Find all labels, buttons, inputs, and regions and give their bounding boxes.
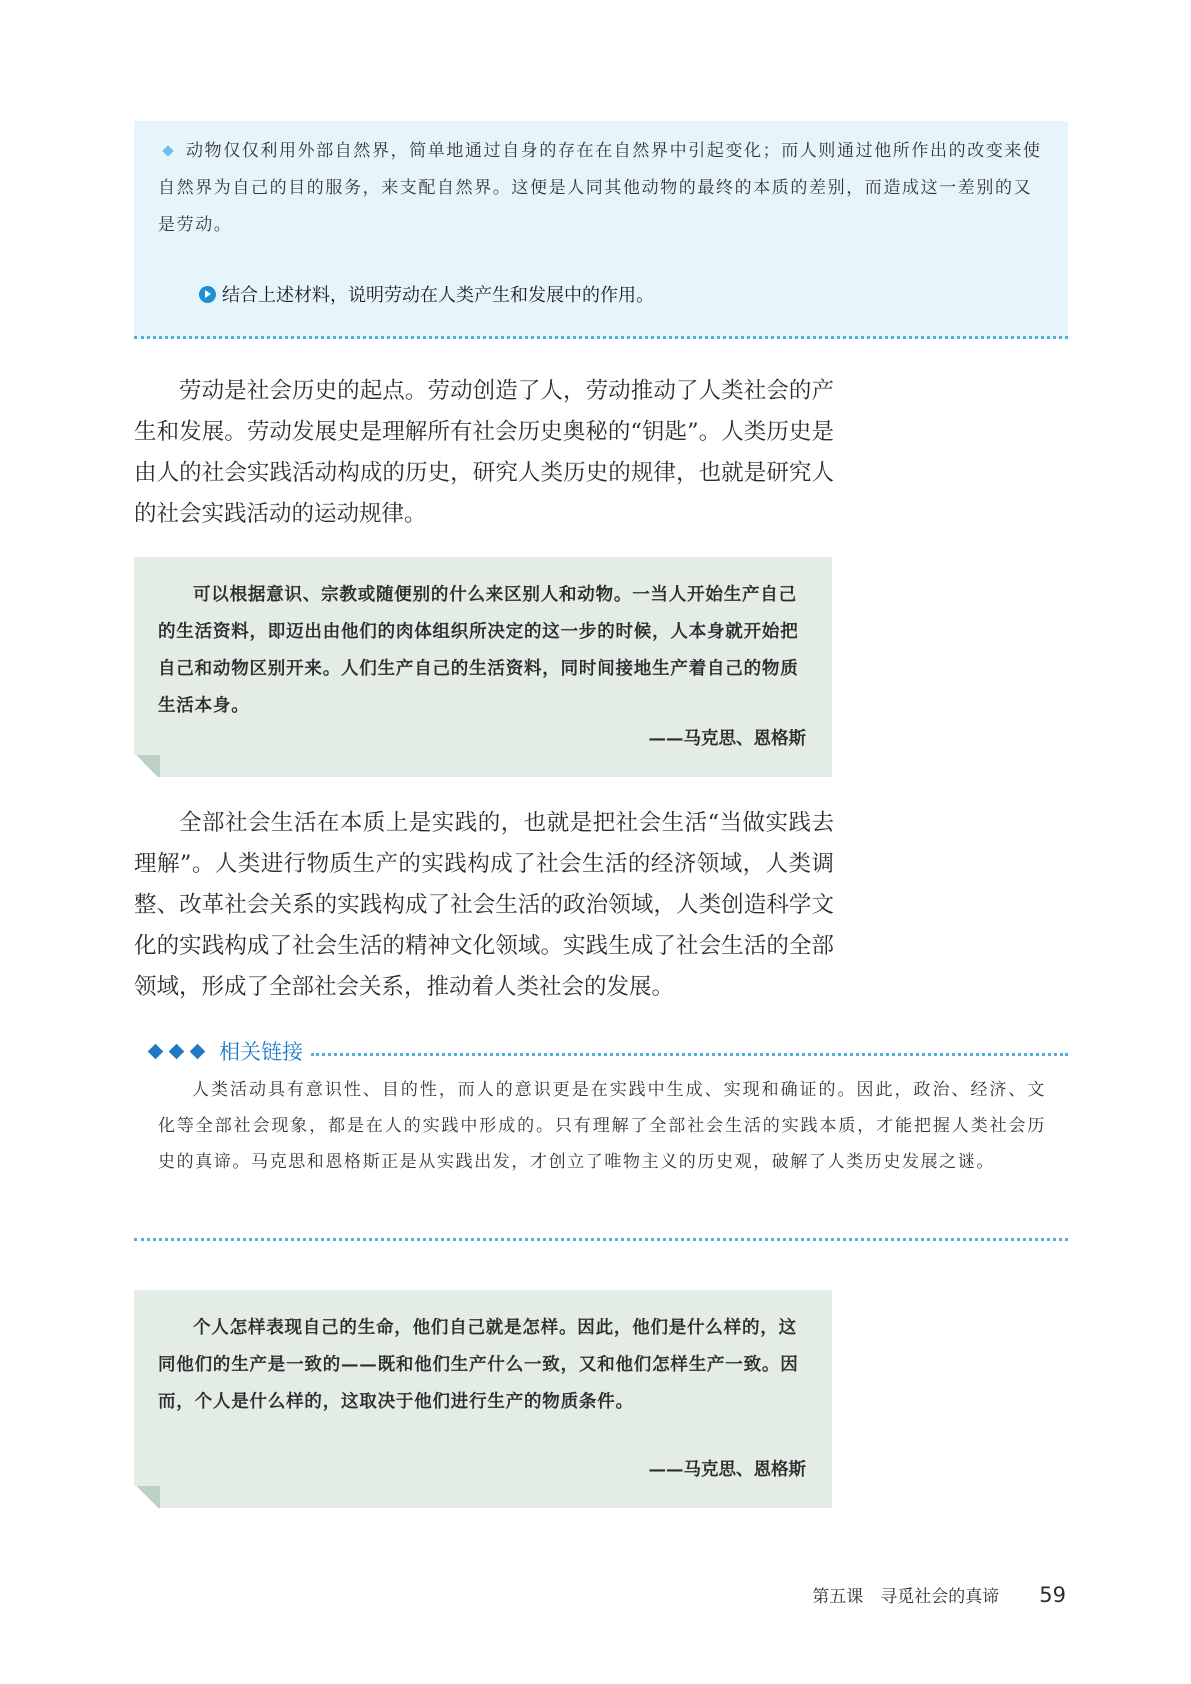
quote-1-text: 可以根据意识、宗教或随便别的什么来区别人和动物。一当人开始生产自己的生活资料，即迈出由他们的肉体组织所决定的这一步的时候，人本身就开始把自己和动物区别开来。人们生产自己的生活资料，同时间接地生产着自己的物质生活本身。 (158, 585, 799, 716)
arrow-circle-icon (199, 286, 216, 303)
activity-box (134, 121, 1068, 339)
activity-question: 结合上述材料，说明劳动在人类产生和发展中的作用。 (199, 281, 654, 307)
page-fold-corner (134, 755, 160, 777)
diamond-icon (148, 1043, 164, 1059)
quote-box-1 (134, 557, 832, 777)
quote-2-text: 个人怎样表现自己的生命，他们自己就是怎样。因此，他们是什么样的，这同他们的生产是一致的——既和他们生产什么一致，又和他们怎样生产一致。因而，个人是什么样的，这取决于他们进行生产的物质条件。 (158, 1318, 799, 1412)
quote-2-attribution: ——马克思、恩格斯 (648, 1460, 806, 1480)
diamond-bullet-icon (162, 145, 173, 156)
page-fold-corner (134, 1486, 160, 1508)
dotted-divider-bottom (134, 1238, 1068, 1241)
quote-box-2 (134, 1290, 832, 1508)
body-paragraph-2: 全部社会生活在本质上是实践的，也就是把社会生活“当做实践去理解”。人类进行物质生产的实践构成了社会生活的经济领域，人类调整、改革社会关系的实践构成了社会生活的政治领域，人类创造科学文化的实践构成了社会生活的精神文化领域。实践生成了社会生活的全部领域，形成了全部社会关系，推动着人类社会的发展。 (134, 810, 834, 1000)
lesson-title: 第五课 寻觅社会的真谛 (812, 1587, 1000, 1607)
diamond-icon (169, 1043, 185, 1059)
diamond-icon (190, 1043, 206, 1059)
related-link-header (150, 1036, 1068, 1066)
quote-1-attribution: ——马克思、恩格斯 (648, 729, 806, 749)
dotted-divider (311, 1053, 1068, 1056)
page-footer (800, 1582, 1066, 1607)
related-link-title: 相关链接 (219, 1040, 303, 1064)
related-link-text: 人类活动具有意识性、目的性，而人的意识更是在实践中生成、实现和确证的。因此，政治、经济、文化等全部社会现象，都是在人的实践中形成的。只有理解了全部社会生活的实践本质，才能把握人类社会历史的真谛。马克思和恩格斯正是从实践出发，才创立了唯物主义的历史观，破解了人类历史发展之谜。 (158, 1080, 1046, 1172)
activity-material: 动物仅仅利用外部自然界，简单地通过自身的存在在自然界中引起变化；而人则通过他所作出的改变来使自然界为自己的目的服务，来支配自然界。这便是人同其他动物的最终的本质的差别，而造成这一差别的又是劳动。 (158, 141, 1042, 235)
body-paragraph-1: 劳动是社会历史的起点。劳动创造了人，劳动推动了人类社会的产生和发展。劳动发展史是理解所有社会历史奥秘的“钥匙”。人类历史是由人的社会实践活动构成的历史，研究人类历史的规律，也就是研究人的社会实践活动的运动规律。 (134, 378, 834, 527)
page-number: 59 (1039, 1583, 1066, 1607)
